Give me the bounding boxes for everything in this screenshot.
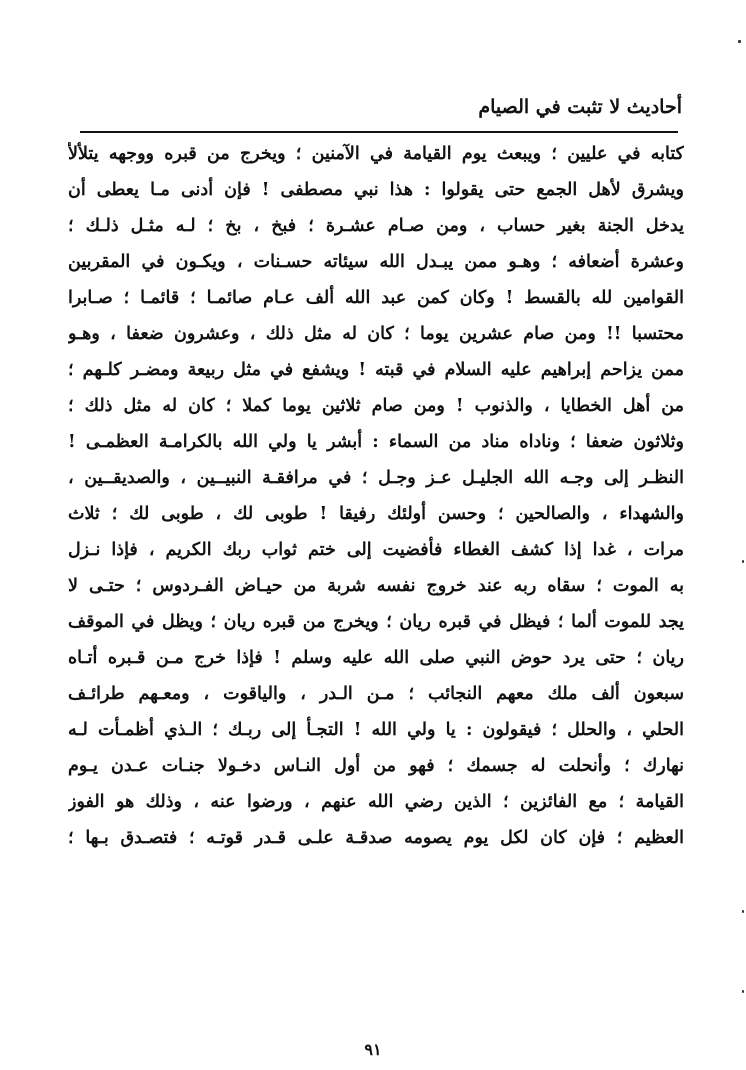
- text-line: وعشرة أضعافه ؛ وهـو ممن يبـدل الله سيئاته حسـنات ، ويكـون في المقربين: [68, 252, 684, 272]
- text-line: كتابه في عليين ؛ ويبعث يوم القيامة في الآمنين ؛ ويخرج من قبره ووجهه يتلألأ: [68, 144, 684, 164]
- text-line: به الموت ؛ سقاه ربه عند خروج نفسه شربة من حيـاض الفـردوس ؛ حتـى لا: [68, 576, 684, 596]
- text-line: القيامة ؛ مع الفائزين ؛ الذين رضي الله عنهم ، ورضوا عنه ، وذلك هو الفوز: [68, 792, 684, 812]
- text-line: نهارك ؛ وأنحلت له جسمك ؛ فهو من أول النـاس دخـولا جنـات عـدن يـوم: [68, 756, 684, 776]
- body-text: [68, 136, 684, 856]
- running-header-title: أحاديث لا تثبت في الصيام: [478, 96, 682, 118]
- text-line: يدخل الجنة بغير حساب ، ومن صـام عشـرة ؛ فبخ ، بخ ؛ لـه مثـل ذلـك ؛: [68, 216, 684, 236]
- text-line: من أهل الخطايا ، والذنوب ! ومن صام ثلاثين يوما كملا ؛ كان له مثل ذلك ؛: [68, 396, 684, 416]
- text-line: العظيم ؛ فإن كان لكل يوم يصومه صدقـة علـى قـدر قوتـه ؛ فتصـدق بـها ؛: [68, 828, 684, 848]
- header-divider: [80, 131, 678, 133]
- text-line: ممن يزاحم إبراهيم عليه السلام في قبته ! ويشفع في مثل ربيعة ومضـر كلـهم ؛: [68, 360, 684, 380]
- scan-speck: [738, 40, 741, 43]
- text-line: النظـر إلى وجـه الله الجليـل عـز وجـل ؛ في مرافقـة النبيــين ، والصديقــين ،: [68, 468, 684, 488]
- text-line: الحلي ، والحلل ؛ فيقولون : يا ولي الله ! التجـأ إلى ربـك ؛ الـذي أظمـأت لـه: [68, 720, 684, 740]
- text-line: والشهداء ، والصالحين ؛ وحسن أولئك رفيقا ! طوبى لك ، طوبى لك ؛ ثلاث: [68, 504, 684, 524]
- text-line: سبعون ألف ملك معهم النجائب ؛ مـن الـدر ، والياقوت ، ومعـهم طرائـف: [68, 684, 684, 704]
- scan-speck: [742, 910, 744, 913]
- text-line: ريان ؛ حتى يرد حوض النبي صلى الله عليه وسلم ! فإذا خرج مـن قـبره أتـاه: [68, 648, 684, 668]
- scan-speck: [742, 560, 744, 563]
- text-line: القوامين لله بالقسط ! وكان كمن عبد الله ألف عـام صائمـا ؛ قائمـا ؛ صـابرا: [68, 288, 684, 308]
- text-line: مرات ، غدا إذا كشف الغطاء فأفضيت إلى ختم ثواب ربك الكريم ، فإذا نـزل: [68, 540, 684, 560]
- text-line: وثلاثون ضعفا ؛ وناداه مناد من السماء : أبشر يا ولي الله بالكرامـة العظمـى !: [68, 432, 684, 452]
- text-line: محتسبا !! ومن صام عشرين يوما ؛ كان له مثل ذلك ، وعشرون ضعفا ، وهـو: [68, 324, 684, 344]
- page-number: ٩١: [364, 1040, 382, 1059]
- text-line: ويشرق لأهل الجمع حتى يقولوا : هذا نبي مصطفى ! فإن أدنى مـا يعطى أن: [68, 180, 684, 200]
- scan-speck: [742, 990, 744, 993]
- text-line: يجد للموت ألما ؛ فيظل في قبره ريان ؛ ويخرج من قبره ريان ؛ ويظل في الموقف: [68, 612, 684, 632]
